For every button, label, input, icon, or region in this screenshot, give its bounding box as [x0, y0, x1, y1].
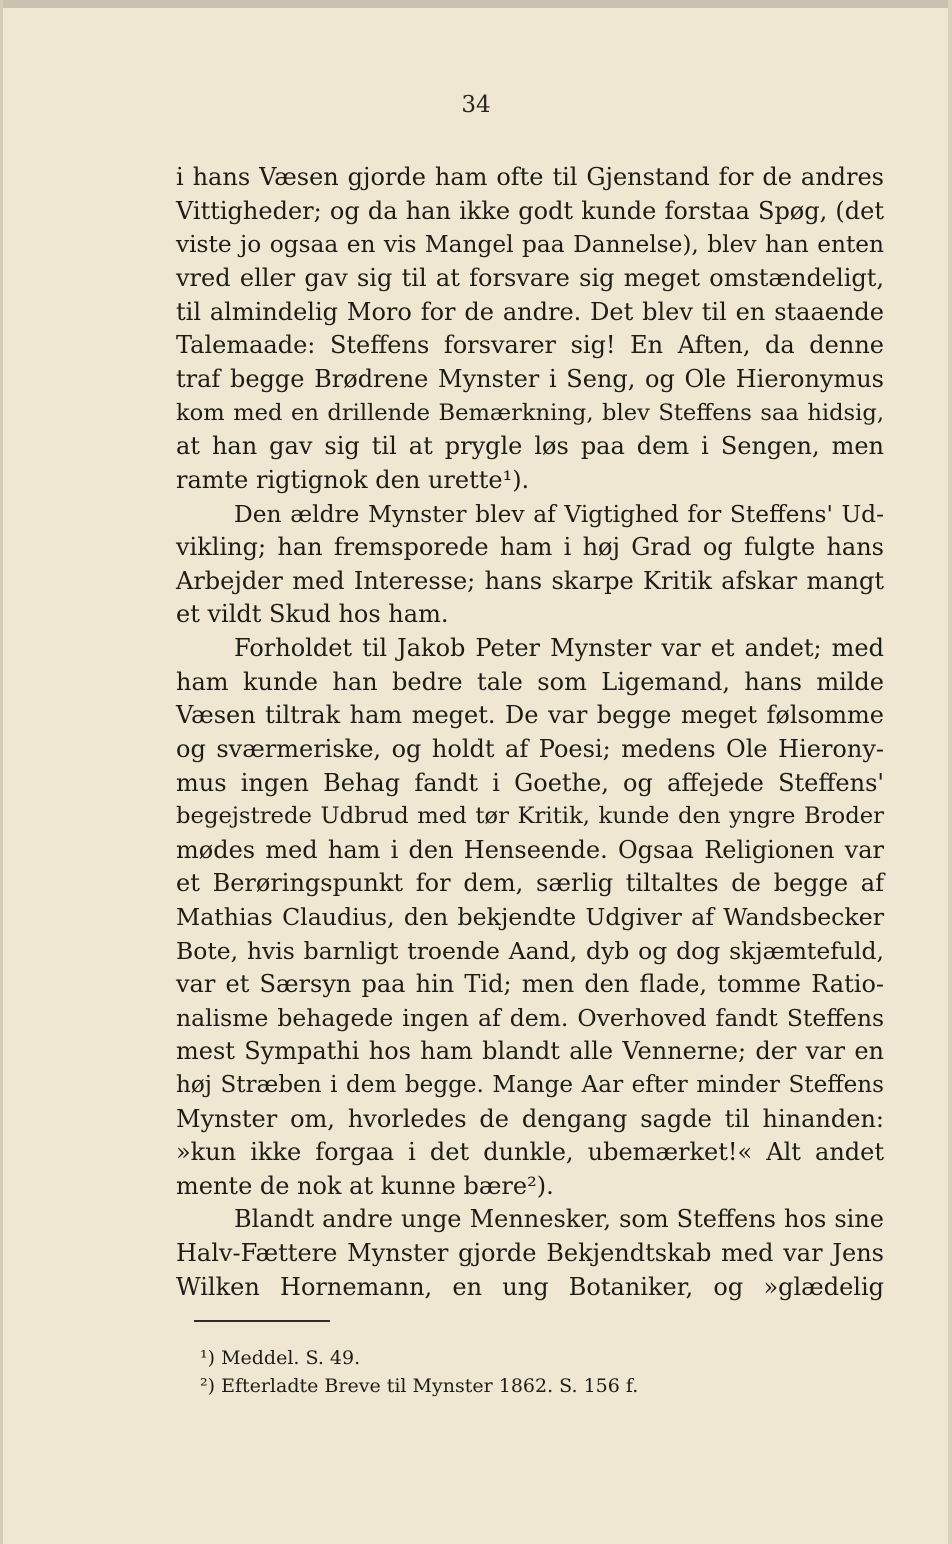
text-line: Den ældre Mynster blev af Vigtighed for Steffens' Ud- — [234, 500, 884, 528]
footnote: ²) Efterladte Breve til Mynster 1862. S. 156 f. — [200, 1375, 639, 1397]
text-line: at han gav sig til at prygle løs paa dem i Sengen, men — [176, 432, 884, 460]
text-line: Arbejder med Interesse; hans skarpe Kritik afskar mangt — [176, 567, 884, 595]
text-line: Mynster om, hvorledes de dengang sagde til hinanden: — [176, 1105, 884, 1133]
scan-edge-top — [0, 0, 952, 8]
text-line: i hans Væsen gjorde ham ofte til Gjenstand for de andres — [176, 163, 884, 191]
text-line: ramte rigtignok den urette¹). — [176, 466, 530, 494]
text-line: Blandt andre unge Mennesker, som Steffens hos sine — [234, 1205, 884, 1233]
text-line: et Berøringspunkt for dem, særlig tiltaltes de begge af — [176, 869, 884, 897]
text-line: ham kunde han bedre tale som Ligemand, hans milde — [176, 668, 884, 696]
text-line: mødes med ham i den Henseende. Ogsaa Religionen var — [176, 836, 884, 864]
text-line: til almindelig Moro for de andre. Det blev til en staaende — [176, 298, 884, 326]
text-line: Forholdet til Jakob Peter Mynster var et andet; med — [234, 634, 884, 662]
footnote-divider — [194, 1320, 330, 1322]
text-line: Vittigheder; og da han ikke godt kunde forstaa Spøg, (det — [176, 197, 884, 225]
scan-edge-right — [948, 0, 952, 1544]
text-line: mente de nok at kunne bære²). — [176, 1172, 554, 1200]
page-number: 34 — [461, 92, 491, 118]
text-line: Bote, hvis barnligt troende Aand, dyb og dog skjæmtefuld, — [176, 937, 884, 965]
footnote: ¹) Meddel. S. 49. — [200, 1347, 361, 1369]
text-line: høj Stræben i dem begge. Mange Aar efter minder Steffens — [176, 1072, 884, 1098]
text-line: og sværmeriske, og holdt af Poesi; medens Ole Hierony- — [176, 735, 884, 763]
text-line: kom med en drillende Bemærkning, blev Steffens saa hidsig, — [176, 400, 884, 426]
text-line: »kun ikke forgaa i det dunkle, ubemærket!« Alt andet — [176, 1138, 884, 1166]
text-line: Væsen tiltrak ham meget. De var begge meget følsomme — [176, 701, 884, 729]
text-line: vikling; han fremsporede ham i høj Grad og fulgte hans — [176, 533, 884, 561]
text-line: vred eller gav sig til at forsvare sig meget omstændeligt, — [176, 264, 884, 292]
text-line: mus ingen Behag fandt i Goethe, og affejede Steffens' — [176, 769, 884, 797]
text-line: mest Sympathi hos ham blandt alle Vennerne; der var en — [176, 1037, 884, 1065]
text-line: nalisme behagede ingen af dem. Overhoved fandt Steffens — [176, 1004, 884, 1032]
text-line: Wilken Hornemann, en ung Botaniker, og »glædelig — [176, 1273, 884, 1301]
text-line: Halv-Fættere Mynster gjorde Bekjendtskab med var Jens — [176, 1239, 884, 1267]
scan-edge-left — [0, 0, 3, 1544]
text-line: Talemaade: Steffens forsvarer sig! En Aften, da denne — [176, 331, 884, 359]
text-line: Mathias Claudius, den bekjendte Udgiver af Wandsbecker — [176, 903, 884, 931]
text-line: var et Særsyn paa hin Tid; men den flade, tomme Ratio- — [176, 970, 884, 998]
text-line: begejstrede Udbrud med tør Kritik, kunde den yngre Broder — [176, 803, 884, 829]
text-line: traf begge Brødrene Mynster i Seng, og Ole Hieronymus — [176, 365, 884, 393]
text-line: et vildt Skud hos ham. — [176, 600, 449, 628]
text-line: viste jo ogsaa en vis Mangel paa Dannelse), blev han enten — [176, 231, 884, 258]
